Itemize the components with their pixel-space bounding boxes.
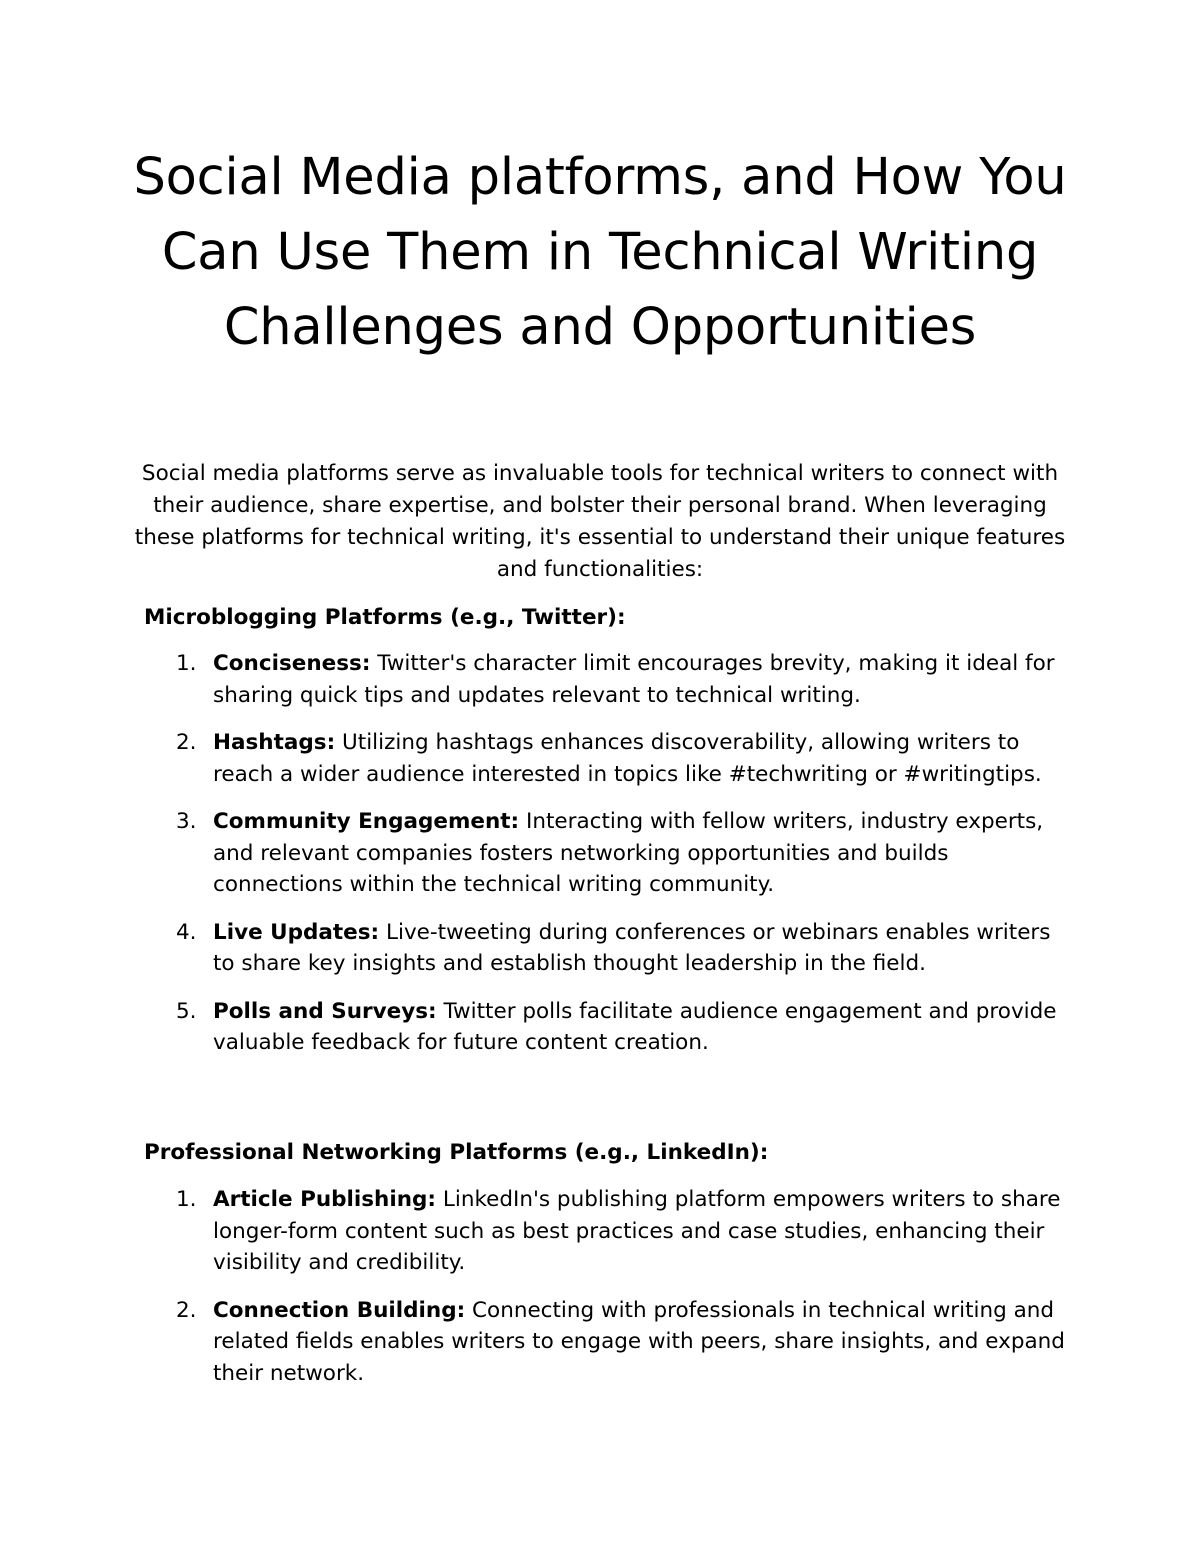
list-item — [144, 1184, 1074, 1279]
list-item — [144, 806, 1074, 901]
list-item — [144, 1295, 1074, 1390]
list-item — [144, 917, 1074, 980]
list-item-number: 5. — [176, 998, 197, 1024]
list-item — [144, 996, 1074, 1059]
list-item-label: Conciseness: — [213, 651, 371, 676]
intro-paragraph: Social media platforms serve as invaluable tools for technical writers to connect with their audience, share expertise, and bolster their personal brand. When leveraging these platforms for technical writing, it's essential to understand their unique features and functionalities: — [134, 461, 1066, 582]
list-item-number: 2. — [176, 730, 197, 755]
list-item-number: 2. — [176, 1297, 197, 1323]
list-item-label: Hashtags: — [213, 730, 336, 755]
microblogging-list — [144, 648, 1074, 1075]
list-item-label: Polls and Surveys: — [213, 998, 437, 1024]
list-item — [144, 648, 1074, 711]
section-heading-professional-networking: Professional Networking Platforms (e.g., LinkedIn): — [144, 1140, 769, 1165]
list-item-label: Article Publishing: — [213, 1187, 437, 1212]
list-item-text: Twitter polls facilitate audience engagement and provide valuable feedback for future content creation. — [213, 998, 1057, 1055]
list-item-label: Connection Building: — [213, 1297, 466, 1323]
list-item-number: 1. — [176, 651, 197, 676]
list-item — [144, 727, 1074, 790]
list-item-text: Live-tweeting during conferences or webinars enables writers to share key insights and establish thought leadership in the field. — [213, 919, 1051, 976]
list-item-text: LinkedIn's publishing platform empowers writers to share longer-form content such as best practices and case studies, enhancing their visibility and credibility. — [213, 1187, 1061, 1275]
list-item-number: 3. — [176, 809, 197, 834]
list-item-label: Community Engagement: — [213, 809, 520, 834]
list-item-text: Twitter's character limit encourages brevity, making it ideal for sharing quick tips and updates relevant to technical writing. — [213, 651, 1055, 708]
page-title: Social Media platforms, and How You Can Use Them in Technical Writing Challenges and Opportunities — [133, 148, 1067, 357]
list-item-label: Live Updates: — [213, 919, 380, 945]
list-item-text: Connecting with professionals in technical writing and related fields enables writers to engage with peers, share insights, and expand their network. — [213, 1297, 1065, 1386]
list-item-number: 4. — [176, 919, 197, 945]
section-heading-microblogging: Microblogging Platforms (e.g., Twitter): — [144, 605, 626, 630]
list-item-text: Utilizing hashtags enhances discoverability, allowing writers to reach a wider audience interested in topics like #techwriting or #writingtips. — [213, 730, 1042, 787]
list-item-number: 1. — [176, 1187, 197, 1212]
professional-networking-list — [144, 1184, 1074, 1405]
list-item-text: Interacting with fellow writers, industry experts, and relevant companies fosters networking opportunities and builds connections within the technical writing community. — [213, 809, 1044, 897]
